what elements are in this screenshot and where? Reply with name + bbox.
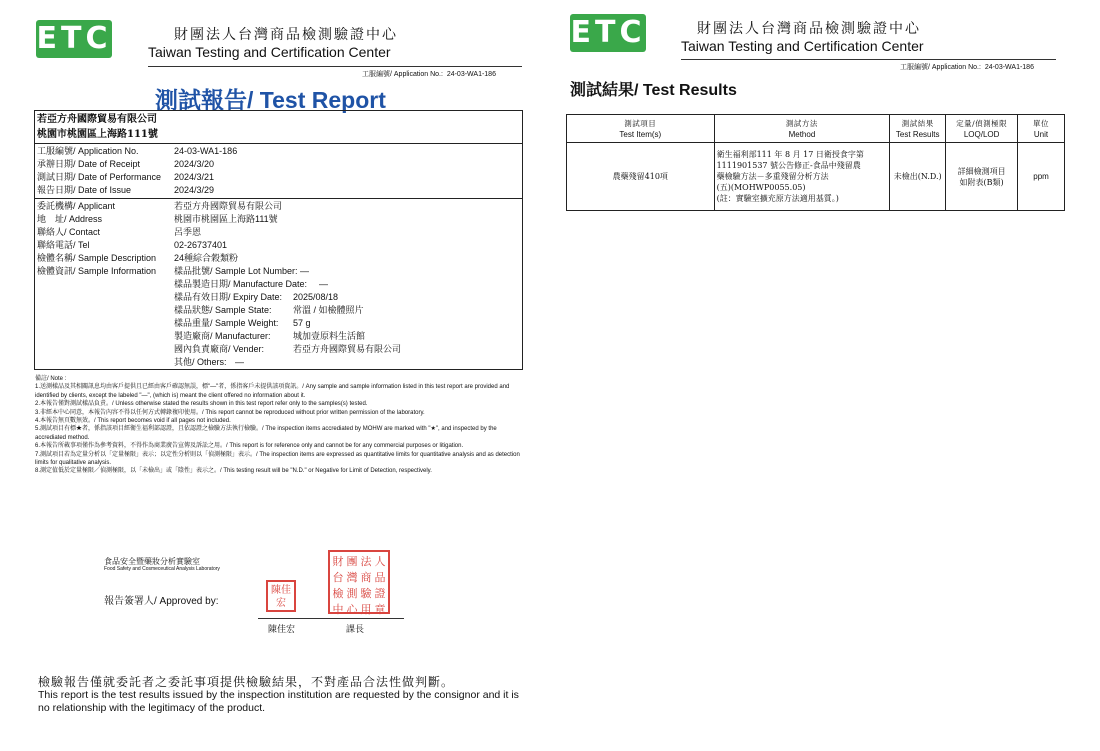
signature-line: [258, 618, 404, 619]
note-item: 2.本報告僅對測試樣品負責。/ Unless otherwise stated the results shown in this test report refer only to the samples(s) tested.: [35, 401, 368, 408]
sample-description-label: 檢體名稱/ Sample Description: [37, 253, 157, 263]
column-header-loq: 定量/偵測極限 LOQ/LOD: [946, 115, 1018, 143]
unit-cell: ppm: [1018, 143, 1065, 211]
others-value: —: [235, 357, 244, 367]
etc-logo: ETC: [570, 15, 646, 50]
org-name-en: Taiwan Testing and Certification Center: [681, 38, 924, 54]
sample-weight-label: 樣品重量/ Sample Weight:: [174, 318, 279, 328]
sample-weight-value: 57 g: [293, 318, 311, 328]
appno-label: 工服編號/ Application No.:: [900, 64, 981, 71]
vender-value: 若亞方舟國際貿易有限公司: [293, 344, 402, 354]
test-item-cell: 農藥殘留410項: [567, 143, 715, 211]
note-item: 4.本報告無頁數無效。/ This report becomes void if all pages not included.: [35, 418, 231, 425]
date-label-1: 承辦日期/ Date of Receipt: [37, 159, 141, 169]
date-label-0: 工服編號/ Application No.: [37, 146, 139, 156]
seal-glyph: 法: [360, 555, 372, 568]
sample-state-label: 樣品狀態/ Sample State:: [174, 305, 272, 315]
date-value-3: 2024/3/29: [174, 185, 215, 195]
date-label-3: 報告日期/ Date of Issue: [37, 185, 132, 195]
seal-glyph: 測: [346, 587, 358, 600]
table-header-row: [567, 115, 1065, 143]
seal-glyph: 灣: [346, 571, 358, 584]
info-divider: [35, 198, 522, 199]
expiry-date-label: 樣品有效日期/ Expiry Date:: [174, 292, 283, 302]
loq-cell: 詳細檢測項目 如附表(B類): [946, 143, 1018, 211]
signer-stamp: [266, 580, 296, 612]
note-item: 5.測試項目有標★者，係指該項目經衛生福利部認證，且依認證之檢驗方法執行檢驗。/ The inspection items accrediated by MOHW are marked with "★", and inspected by the accrediated method.: [35, 426, 497, 441]
table-row: [567, 143, 1065, 211]
header-divider: [681, 59, 1056, 60]
date-label-2: 測試日期/ Date of Performance: [37, 172, 162, 182]
seal-glyph: 人: [374, 555, 386, 568]
info-divider: [35, 143, 522, 144]
application-number: [900, 62, 1034, 72]
seal-glyph: 章: [374, 603, 386, 616]
sample-lot-number: 樣品批號/ Sample Lot Number: —: [174, 266, 310, 276]
seal-glyph: 證: [374, 587, 386, 600]
results-title: 測試結果/ Test Results: [570, 82, 737, 99]
client-name: 若亞方舟國際貿易有限公司: [37, 114, 157, 125]
note-item: 8.測定值低於定量極限／偵測極限，以「未檢出」或「陰性」表示之。/ This testing result will be "N.D." or Negative for Limit of Detection, respectively.: [35, 468, 432, 475]
appno-value: 24-03-WA1-186: [446, 71, 496, 78]
report-title: 測試報告/ Test Report: [155, 87, 386, 113]
header-divider: [148, 66, 522, 67]
report-page-right: [555, 0, 1100, 751]
seal-glyph: 檢: [332, 587, 344, 600]
appno-value: 24-03-WA1-186: [984, 64, 1034, 71]
lab-name-zh: 食品安全暨藥妝分析實驗室: [104, 557, 200, 566]
address-label: 地 址/ Address: [37, 214, 103, 224]
seal-glyph: 心: [346, 603, 358, 616]
approved-by-label: 報告簽署人/ Approved by:: [104, 596, 219, 607]
note-item: 7.測試項目若為定量分析以「定量極限」表示；以定性分析則以「偵測極限」表示。/ The inspection items are expressed as quantitative limits for quantitative analysis and as detection limits for qualitative analysis.: [35, 451, 520, 467]
seal-glyph: 財: [332, 555, 344, 568]
date-value-2: 2024/3/21: [174, 172, 215, 182]
contact-value: 呂季恩: [174, 227, 202, 237]
appno-label: 工服編號/ Application No.:: [362, 71, 443, 78]
application-number: [362, 69, 496, 79]
result-cell: 未檢出(N.D.): [890, 143, 946, 211]
others-label: 其他/ Others:: [174, 357, 227, 367]
sample-information-label: 檢體資訊/ Sample Information: [37, 266, 157, 276]
column-header-result: 測試結果 Test Results: [890, 115, 946, 143]
column-header-unit: 單位 Unit: [1018, 115, 1065, 143]
lab-name-en: Food Safety and Cosmeceutical Analysis Laboratory: [104, 566, 220, 572]
signer-stamp-text: 陳佳宏: [271, 585, 291, 609]
method-cell: 衛生福利部111 年 8 月 17 日衛授食字第 1111901537 號公告修正-食品中殘留農 藥檢驗方法－多重殘留分析方法 (五)(MOHWP0055.05) (註：實驗室擴充原方法適用基質。): [714, 143, 890, 211]
manufacturer-label: 製造廠商/ Manufacturer:: [174, 331, 271, 341]
expiry-date-value: 2025/08/18: [293, 292, 339, 302]
signer-title: 課長: [346, 625, 365, 635]
disclaimer-en: This report is the test results issued by the inspection institution are requested by the consignor and it is no relationship with the legitimacy of the product.: [38, 689, 519, 714]
org-name-zh: 財團法人台灣商品檢測驗證中心: [697, 21, 921, 37]
seal-glyph: 中: [332, 603, 344, 616]
org-name-en: Taiwan Testing and Certification Center: [148, 44, 391, 60]
manufacture-date-label: 樣品製造日期/ Manufacture Date:: [174, 279, 308, 289]
signer-name: 陳佳宏: [268, 625, 296, 635]
org-name-zh: 財團法人台灣商品檢測驗證中心: [174, 27, 398, 43]
tel-label: 聯絡電話/ Tel: [37, 240, 90, 250]
sample-state-value: 常溫 / 如檢體照片: [293, 305, 364, 315]
note-item: 1.送測樣品及其相關訊息均由客戶提供且已經由客戶確認無誤，標"—"者，係指客戶未提供該項資訊。/ Any sample and sample information listed in this test report are provided and identified by clients, except the labeled "—", (which is) meant the client offered no information about it.: [35, 384, 510, 399]
seal-glyph: 團: [346, 555, 358, 568]
etc-logo: ETC: [36, 21, 112, 56]
seal-glyph: 商: [360, 571, 372, 584]
address-value: 桃園市桃園區上海路111號: [174, 214, 278, 224]
client-address: 桃園市桃園區上海路111號: [37, 129, 158, 140]
note-item: 3.非經本中心同意，本報告內容不得以任何方式轉錄複印使用。/ This report cannot be reproduced without prior written permission of the laboratory.: [35, 409, 425, 416]
manufacturer-value: 城加壹原料生活館: [293, 331, 366, 341]
seal-glyph: 品: [374, 571, 386, 584]
results-table: [566, 114, 1065, 211]
company-seal: [328, 550, 390, 614]
column-header-test-item: 測試項目 Test Item(s): [567, 115, 715, 143]
seal-glyph: 台: [332, 571, 344, 584]
column-header-method: 測試方法 Method: [714, 115, 890, 143]
tel-value: 02-26737401: [174, 240, 228, 250]
applicant-label: 委託機構/ Applicant: [37, 201, 116, 211]
seal-glyph: 驗: [360, 587, 372, 600]
note-item: 6.本報告所載事項僅作為參考資料，不得作為商業廣告宣傳及訴訟之用。/ This report is for reference only and cannot be for any commercial purposes or litigation.: [35, 443, 464, 450]
sample-description-value: 24種綜合穀類粉: [174, 253, 239, 263]
report-page-left: [0, 0, 540, 751]
manufacture-date-value: —: [319, 279, 328, 289]
seal-glyph: 用: [360, 603, 372, 616]
disclaimer-zh: 檢驗報告僅就委託者之委託事項提供檢驗結果，不對產品合法性做判斷。: [38, 675, 455, 689]
report-info-box: [34, 110, 523, 370]
notes-section: [35, 375, 525, 476]
date-value-1: 2024/3/20: [174, 159, 215, 169]
notes-title: 備註/ Note :: [35, 376, 67, 382]
applicant-value: 若亞方舟國際貿易有限公司: [174, 201, 283, 211]
contact-label: 聯絡人/ Contact: [37, 227, 101, 237]
date-value-0: 24-03-WA1-186: [174, 146, 238, 156]
vender-label: 國內負責廠商/ Vender:: [174, 344, 265, 354]
